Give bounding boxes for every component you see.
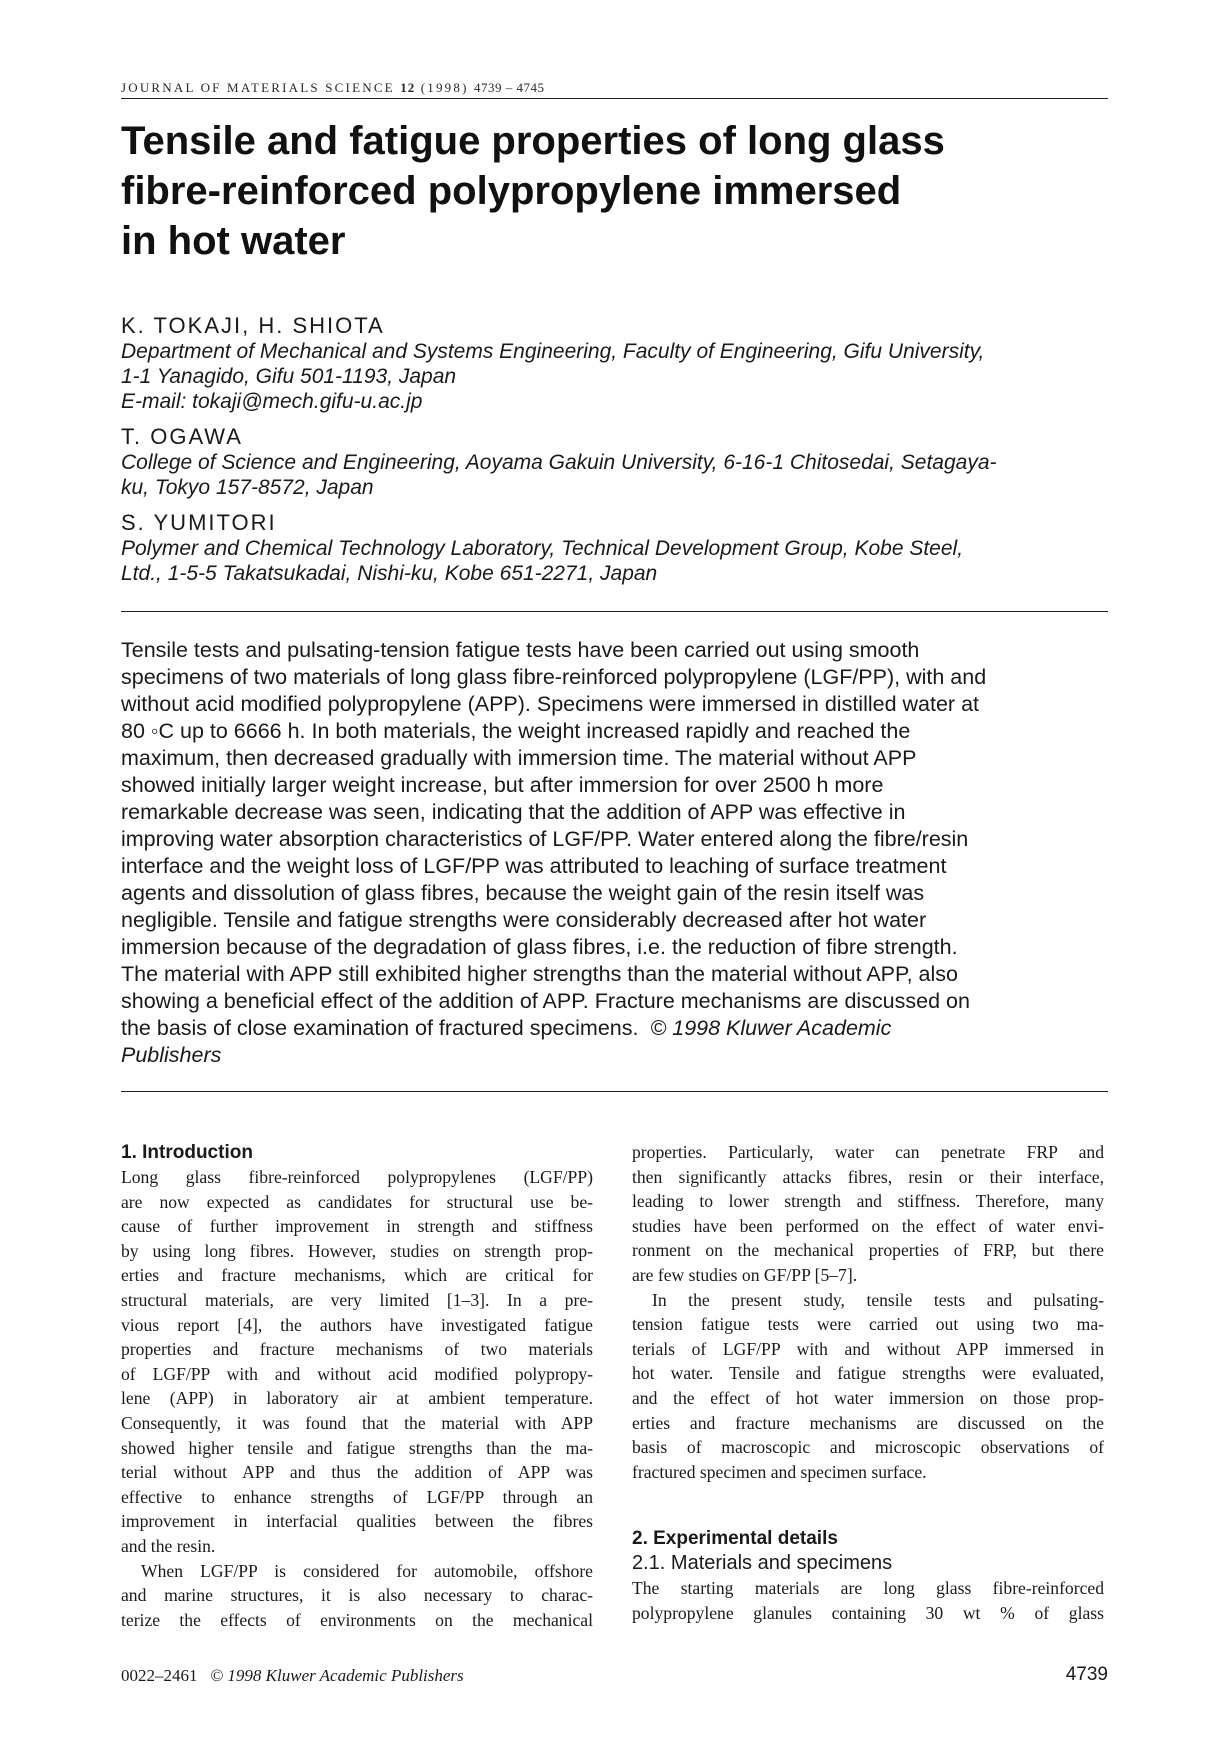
page-number: 4739	[1065, 1664, 1108, 1685]
text-line: Long glass fibre-reinforced polypropylenes (LGF/PP)	[121, 1167, 593, 1187]
author-block	[121, 510, 1111, 586]
abstract-line: without acid modified polypropylene (APP). Specimens were immersed in distilled water at	[121, 692, 979, 716]
affiliation-line: College of Science and Engineering, Aoyama Gakuin University, 6-16-1 Chitosedai, Setagaya-	[121, 451, 997, 474]
affiliation-line: Department of Mechanical and Systems Engineering, Faculty of Engineering, Gifu University,	[121, 340, 985, 363]
author-affiliation	[121, 339, 1111, 414]
text-line: studies have been performed on the effect of water envi-	[632, 1215, 1104, 1236]
text-line: In the present study, tensile tests and pulsating-	[652, 1289, 1104, 1310]
divider-top	[121, 611, 1108, 612]
text-line: When LGF/PP is considered for automobile, offshore	[141, 1560, 593, 1581]
text-line: structural materials, are very limited [1–3]. In a pre-	[121, 1289, 593, 1310]
text-line: terials of LGF/PP with and without APP immersed in	[632, 1338, 1104, 1359]
text-line: erties and fracture mechanisms, which are critical for	[121, 1265, 593, 1286]
abstract-line	[121, 1015, 1111, 1042]
materials-paragraph	[632, 1576, 1104, 1625]
abstract-line: showed initially larger weight increase, but after immersion for over 2500 h more	[121, 773, 884, 797]
text-line: improvement in interfacial qualities between the fibres	[121, 1511, 593, 1532]
author-list	[121, 313, 1111, 596]
text-line: basis of macroscopic and microscopic observations of	[632, 1437, 1104, 1458]
text-line: and the effect of hot water immersion on those prop-	[632, 1387, 1104, 1408]
footer-issn-copyright	[121, 1666, 464, 1686]
affiliation-line: Polymer and Chemical Technology Laboratory, Technical Development Group, Kobe Steel,	[121, 537, 964, 560]
abstract-line: interface and the weight loss of LGF/PP was attributed to leaching of surface treatment	[121, 854, 947, 878]
left-column	[121, 1140, 593, 1632]
text-line: terize the effects of environments on the mechanical	[121, 1609, 593, 1630]
author-names: K. TOKAJI, H. SHIOTA	[121, 313, 385, 338]
paper-title	[121, 116, 1121, 266]
abstract-line-text: the basis of close examination of fractured specimens.	[121, 1016, 639, 1040]
author-block	[121, 424, 1111, 500]
author-block	[121, 313, 1111, 414]
abstract-line: Tensile tests and pulsating-tension fatigue tests have been carried out using smooth	[121, 638, 920, 662]
text-line: properties. Particularly, water can penetrate FRP and	[632, 1142, 1104, 1162]
abstract-line: remarkable decrease was seen, indicating that the addition of APP was effective in	[121, 800, 906, 824]
abstract-line: negligible. Tensile and fatigue strengths were considerably decreased after hot water	[121, 908, 927, 932]
text-line: are now expected as candidates for structural use be-	[121, 1191, 593, 1212]
abstract-line: improving water absorption characteristics of LGF/PP. Water entered along the fibre/resin	[121, 827, 969, 851]
text-line: of LGF/PP with and without acid modified polypropy-	[121, 1363, 593, 1384]
text-line: leading to lower strength and stiffness. Therefore, many	[632, 1191, 1104, 1212]
intro-paragraph-4	[632, 1288, 1104, 1485]
text-line: Consequently, it was found that the material with APP	[121, 1412, 593, 1433]
text-line: by using long fibres. However, studies on strength prop-	[121, 1240, 593, 1261]
text-line: hot water. Tensile and fatigue strengths were evaluated,	[632, 1363, 1104, 1384]
intro-paragraph-3	[632, 1140, 1104, 1288]
abstract-line: specimens of two materials of long glass fibre-reinforced polypropylene (LGF/PP), with and	[121, 665, 987, 689]
journal-year: (1998)	[420, 80, 469, 95]
section-heading-experimental: 2. Experimental details	[632, 1528, 838, 1550]
text-line: properties and fracture mechanisms of two materials	[121, 1339, 593, 1360]
title-line: fibre-reinforced polypropylene immersed	[121, 169, 902, 213]
author-affiliation	[121, 536, 1111, 586]
text-line: The starting materials are long glass fibre-reinforced	[632, 1578, 1104, 1599]
author-names: T. OGAWA	[121, 424, 243, 449]
text-line: are few studies on GF/PP [5–7].	[632, 1264, 858, 1285]
journal-header	[121, 80, 1108, 99]
author-email[interactable]: E-mail: tokaji@mech.gifu-u.ac.jp	[121, 390, 423, 413]
text-line: tension fatigue tests were carried out using two ma-	[632, 1314, 1104, 1335]
journal-volume: 12	[400, 80, 416, 95]
right-column	[632, 1140, 1104, 1626]
journal-name: JOURNAL OF MATERIALS SCIENCE	[121, 80, 395, 95]
text-line: erties and fracture mechanisms are discussed on the	[632, 1412, 1104, 1433]
abstract	[121, 637, 1111, 1069]
abstract-line: agents and dissolution of glass fibres, because the weight gain of the resin itself was	[121, 881, 925, 905]
subsection-heading-materials: 2.1. Materials and specimens	[632, 1552, 893, 1575]
title-line: Tensile and fatigue properties of long glass	[121, 119, 945, 163]
divider-bottom	[121, 1091, 1108, 1092]
text-line: fractured specimen and specimen surface.	[632, 1461, 927, 1482]
footer-copyright: © 1998 Kluwer Academic Publishers	[210, 1666, 464, 1685]
title-line: in hot water	[121, 219, 346, 263]
text-line: and the resin.	[121, 1535, 216, 1556]
text-line: ronment on the mechanical properties of FRP, but there	[632, 1240, 1104, 1261]
affiliation-line: ku, Tokyo 157-8572, Japan	[121, 476, 374, 499]
text-line: cause of further improvement in strength and stiffness	[121, 1216, 593, 1237]
abstract-line: maximum, then decreased gradually with immersion time. The material without APP	[121, 746, 917, 770]
footer-issn: 0022–2461	[121, 1666, 198, 1685]
section-heading-introduction: 1. Introduction	[121, 1142, 253, 1163]
abstract-line: The material with APP still exhibited higher strengths than the material without APP, also	[121, 962, 958, 986]
intro-paragraph-2	[121, 1559, 593, 1633]
text-line: then significantly attacks fibres, resin or their interface,	[632, 1166, 1104, 1187]
abstract-line: showing a beneficial effect of the addition of APP. Fracture mechanisms are discussed on	[121, 989, 970, 1013]
text-line: effective to enhance strengths of LGF/PP through an	[121, 1486, 593, 1507]
text-line: polypropylene glanules containing 30 wt % of glass	[632, 1602, 1104, 1623]
journal-pages: 4739 – 4745	[474, 80, 545, 95]
abstract-publisher: Publishers	[121, 1043, 222, 1067]
affiliation-line: 1-1 Yanagido, Gifu 501-1193, Japan	[121, 365, 457, 388]
abstract-line: 80 ◦C up to 6666 h. In both materials, the weight increased rapidly and reached the	[121, 719, 911, 743]
intro-paragraph-1	[121, 1165, 593, 1559]
author-names: S. YUMITORI	[121, 510, 277, 535]
author-affiliation	[121, 450, 1111, 500]
abstract-copyright: © 1998 Kluwer Academic	[650, 1016, 892, 1040]
text-line: and marine structures, it is also necessary to charac-	[121, 1585, 593, 1606]
affiliation-line: Ltd., 1-5-5 Takatsukadai, Nishi-ku, Kobe 651-2271, Japan	[121, 562, 658, 585]
text-line: vious report [4], the authors have investigated fatigue	[121, 1314, 593, 1335]
text-line: lene (APP) in laboratory air at ambient temperature.	[121, 1388, 593, 1409]
abstract-line: immersion because of the degradation of glass fibres, i.e. the reduction of fibre strength.	[121, 935, 958, 959]
spacer	[632, 1484, 1104, 1526]
text-line: showed higher tensile and fatigue strengths than the ma-	[121, 1437, 593, 1458]
text-line: terial without APP and thus the addition of APP was	[121, 1462, 593, 1483]
